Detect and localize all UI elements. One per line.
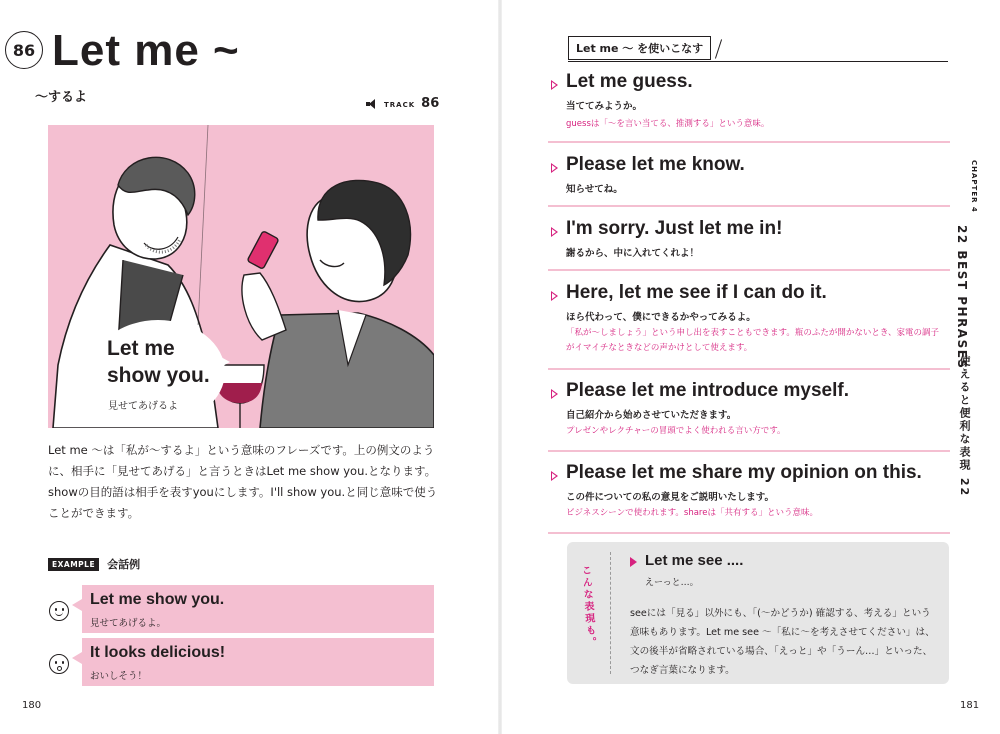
phrase-item (548, 218, 950, 270)
phrase-note: guessは「〜を言い当てる、推測する」という意味。 (566, 119, 770, 129)
track-label: TRACK (384, 101, 416, 109)
phrase-japanese: ほら代わって、僕にできるかやってみるよ。 (566, 312, 756, 323)
chapter-label: CHAPTER 4 (970, 160, 978, 213)
phrase-divider (548, 269, 950, 271)
track-number: 86 (421, 96, 440, 111)
lesson-title: Let me ~ (52, 26, 240, 75)
usage-section-rule (568, 61, 948, 62)
pink-triangle-icon (551, 291, 558, 301)
example-1-japanese: 見せてあげるよ。 (90, 618, 167, 629)
phrase-english: Here, let me see if I can do it. (566, 282, 827, 303)
example-2-japanese: おいしそう！ (90, 671, 148, 682)
phrase-item (548, 462, 950, 534)
example-badge: EXAMPLE (48, 558, 99, 571)
phrase-english: Let me guess. (566, 71, 693, 92)
page-number-left: 180 (22, 700, 42, 711)
tip-phrase-japanese: えーっと…。 (645, 578, 699, 588)
surprised-face-icon (49, 654, 69, 674)
pink-triangle-icon (551, 227, 558, 237)
audio-track[interactable] (366, 96, 439, 111)
bubble-line-2: show you. (107, 364, 210, 387)
chapter-title: 22 BEST PHRASES (955, 225, 969, 370)
example-label: 会話例 (107, 558, 141, 571)
phrase-note: プレゼンやレクチャーの冒頭でよく使われる言い方です。 (566, 426, 786, 436)
lesson-subtitle: 〜するよ (35, 90, 88, 105)
pink-triangle-icon (630, 557, 637, 567)
phrase-divider (548, 450, 950, 452)
page-number-right: 181 (960, 700, 980, 711)
lesson-number-badge (5, 31, 43, 69)
phrase-note: ビジネスシーンで使われます。shareは「共有する」という意味。 (566, 508, 818, 518)
phrase-divider (548, 141, 950, 143)
tip-divider (610, 552, 611, 674)
usage-section-tag: Let me 〜 を使いこなす (568, 36, 711, 60)
book-gutter (498, 0, 502, 734)
pink-triangle-icon (551, 471, 558, 481)
example-header (48, 556, 140, 572)
tip-phrase: Let me see .... (645, 552, 744, 569)
pink-triangle-icon (551, 163, 558, 173)
speech-bubble-tail (208, 350, 230, 374)
phrase-item (548, 71, 950, 143)
pink-triangle-icon (551, 80, 558, 90)
phrase-english: Please let me know. (566, 154, 745, 175)
phrase-japanese: 知らせてね。 (566, 184, 623, 195)
phrase-divider (548, 205, 950, 207)
phrase-english: I'm sorry. Just let me in! (566, 218, 783, 239)
bubble-line-1: Let me (107, 337, 175, 360)
phrase-note: 「私が〜しましょう」という申し出を表すこともできます。瓶のふたが開かないとき、家電の調子がイマイチなときなどの声かけとして使えます。 (566, 328, 939, 353)
example-dialogue-1 (82, 585, 434, 633)
phrase-english: Please let me introduce myself. (566, 380, 850, 401)
phrase-item (548, 380, 950, 452)
example-dialogue-2 (82, 638, 434, 686)
example-2-english: It looks delicious! (90, 644, 226, 661)
phrase-japanese: この件についての私の意見をご説明いたします。 (566, 492, 775, 503)
smiling-face-icon (49, 601, 69, 621)
phrase-divider (548, 368, 950, 370)
phrase-japanese: 自己紹介から始めさせていただきます。 (566, 410, 737, 421)
pink-triangle-icon (551, 389, 558, 399)
speech-bubble-translation: 見せてあげるよ (108, 401, 178, 412)
phrase-japanese: 謝るから、中に入れてくれよ！ (566, 248, 700, 259)
tip-explanation: seeには「見る」以外にも、「(〜かどうか) 確認する、考える」という意味もあります。Let me see 〜「私に〜を考えさせてください」は、文の後半が省略されている場合、「えっと」や「うーん…」といった、つなぎ言葉になります。 (630, 608, 935, 676)
explanation-paragraph: Let me 〜は「私が〜するよ」という意味のフレーズです。上の例文のように、相手に「見せてあげる」と言うときはLet me show you.となります。showの目的語は相手を表すyouにします。I'll show you.と同じ意味で使うことができます。 (48, 443, 438, 520)
speech-bubble-text (107, 335, 210, 389)
phrase-item (548, 154, 950, 206)
phrase-japanese: 当ててみようか。 (566, 101, 643, 112)
speaker-icon (366, 99, 378, 109)
chapter-subtitle: 使えると便利な表現 22 (958, 355, 971, 498)
phrase-divider (548, 532, 950, 534)
phrase-item (548, 282, 950, 370)
phrase-english: Please let me share my opinion on this. (566, 462, 922, 483)
lesson-number: 86 (12, 40, 36, 60)
example-1-english: Let me show you. (90, 591, 225, 608)
tip-side-label: こんな表現も。 (579, 564, 596, 650)
